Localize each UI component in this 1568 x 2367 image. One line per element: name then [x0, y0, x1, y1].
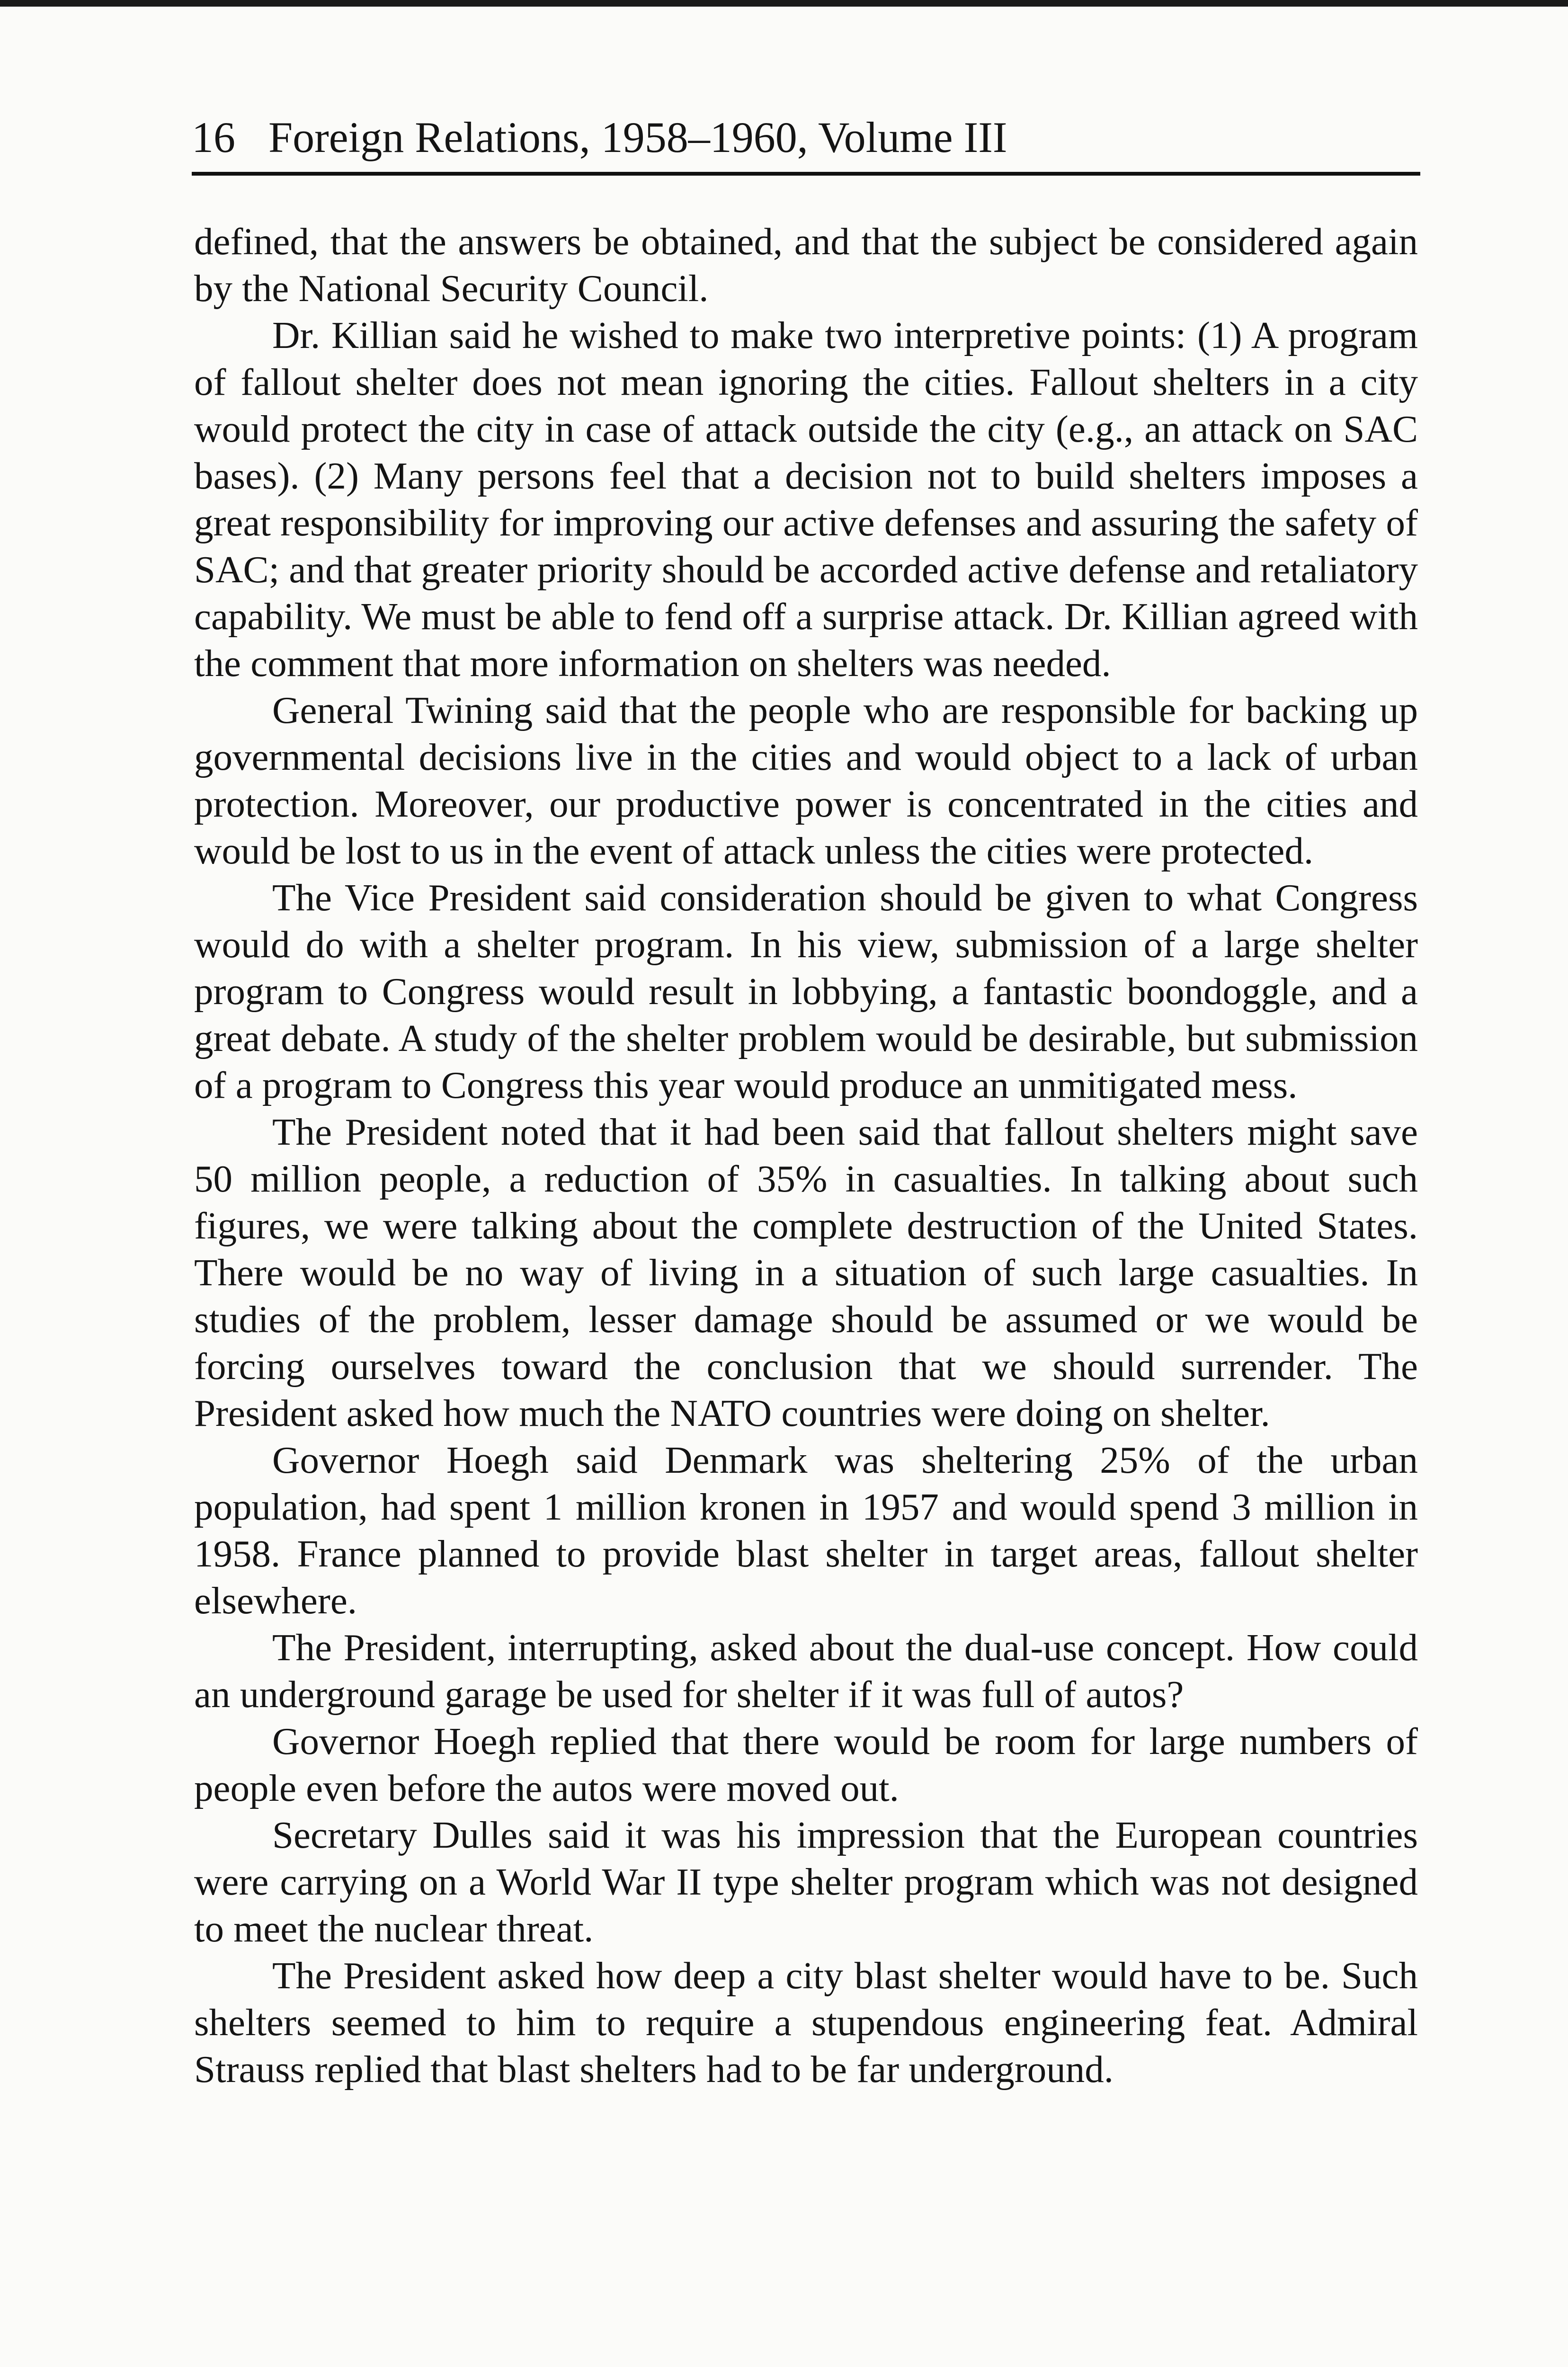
- paragraph-killian: Dr. Killian said he wished to make two interpretive points: (1) A program of fallout shelter does not mean ignoring the cities. Fallout shelters in a city would protect the city in case of attack outside the city (e.g., an attack on SAC bases). (2) Many persons feel that a decision not to build shelters imposes a great responsibility for improving our active defenses and assuring the safety of SAC; and that greater priority should be accorded active defense and retaliatory capability. We must be able to fend off a surprise attack. Dr. Killian agreed with the comment that more information on shelters was needed.: [194, 314, 1418, 685]
- scan-edge-shadow: [0, 0, 1568, 7]
- running-head: [192, 114, 1418, 172]
- volume-title: Foreign Relations, 1958–1960, Volume III: [268, 113, 1007, 161]
- paragraph-continuation: defined, that the answers be obtained, and that the subject be considered again by the National Security Council.: [194, 220, 1418, 310]
- paragraph-president-blast: The President asked how deep a city blast shelter would have to be. Such shelters seemed to him to require a stupendous engineering feat. Admiral Strauss replied that blast shelters had to be far underground.: [194, 1954, 1418, 2091]
- paragraph-dulles: Secretary Dulles said it was his impression that the European countries were carrying on a World War II type shelter program which was not designed to meet the nuclear threat.: [194, 1814, 1418, 1950]
- paragraph-vice-president: The Vice President said consideration should be given to what Congress would do with a shelter program. In his view, submission of a large shelter program to Congress would result in lobbying, a fantastic boondoggle, and a great debate. A study of the shelter problem would be desirable, but submission of a program to Congress this year would produce an unmitigated mess.: [194, 876, 1418, 1107]
- paragraph-president-fallout: The President noted that it had been said that fallout shelters might save 50 million people, a reduction of 35% in casualties. In talking about such figures, we were talking about the complete destruction of the United States. There would be no way of living in a situation of such large casualties. In studies of the problem, lesser damage should be assumed or we would be forcing ourselves toward the conclusion that we should surrender. The President asked how much the NATO countries were doing on shelter.: [194, 1111, 1418, 1435]
- body-text: [194, 218, 1418, 2093]
- paragraph-hoegh-denmark: Governor Hoegh said Denmark was sheltering 25% of the urban population, had spent 1 million kronen in 1957 and would spend 3 million in 1958. France planned to provide blast shelter in target areas, fallout shelter elsewhere.: [194, 1439, 1418, 1622]
- page-number: 16: [192, 113, 235, 161]
- document-page: [194, 114, 1418, 2093]
- paragraph-president-dual-use: The President, interrupting, asked about the dual-use concept. How could an underground garage be used for shelter if it was full of autos?: [194, 1626, 1418, 1716]
- paragraph-hoegh-reply: Governor Hoegh replied that there would be room for large numbers of people even before the autos were moved out.: [194, 1720, 1418, 1810]
- header-rule: [192, 172, 1420, 176]
- paragraph-twining: General Twining said that the people who are responsible for backing up governmental decisions live in the cities and would object to a lack of urban protection. Moreover, our productive power is concentrated in the cities and would be lost to us in the event of attack unless the cities were protected.: [194, 689, 1418, 872]
